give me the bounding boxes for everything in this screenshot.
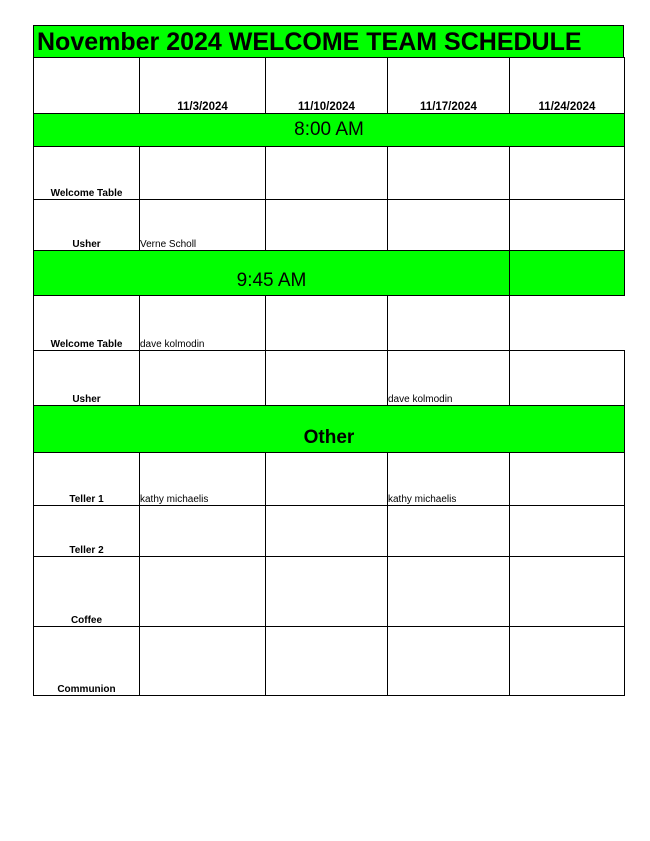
role-label: Usher xyxy=(34,200,140,251)
schedule-cell[interactable]: Verne Scholl xyxy=(140,200,266,251)
schedule-cell[interactable] xyxy=(266,453,388,506)
schedule-cell[interactable] xyxy=(510,627,625,696)
schedule-cell[interactable] xyxy=(266,296,388,351)
table-row xyxy=(34,147,625,200)
role-label: Coffee xyxy=(34,557,140,627)
schedule-cell[interactable] xyxy=(510,200,625,251)
schedule-cell[interactable] xyxy=(388,557,510,627)
table-row xyxy=(34,557,625,627)
section-header-other xyxy=(34,406,625,453)
schedule-cell[interactable] xyxy=(388,296,510,351)
schedule-table xyxy=(33,57,625,696)
table-row xyxy=(34,506,625,557)
table-row xyxy=(34,627,625,696)
schedule-cell[interactable] xyxy=(140,351,266,406)
section-label-other: Other xyxy=(34,406,625,453)
date-header-row xyxy=(34,58,625,114)
role-label: Usher xyxy=(34,351,140,406)
schedule-cell[interactable] xyxy=(266,506,388,557)
schedule-sheet xyxy=(33,25,624,696)
schedule-cell[interactable]: kathy michaelis xyxy=(140,453,266,506)
schedule-cell[interactable]: kathy michaelis xyxy=(388,453,510,506)
table-row xyxy=(34,453,625,506)
schedule-cell[interactable] xyxy=(266,557,388,627)
schedule-cell[interactable] xyxy=(510,296,625,351)
table-row xyxy=(34,351,625,406)
role-label: Welcome Table xyxy=(34,147,140,200)
schedule-cell[interactable] xyxy=(510,147,625,200)
section-header-945 xyxy=(34,251,625,296)
section-label-945: 9:45 AM xyxy=(34,251,510,296)
schedule-cell[interactable] xyxy=(266,147,388,200)
role-label: Communion xyxy=(34,627,140,696)
schedule-cell[interactable] xyxy=(510,453,625,506)
section-spacer-cell xyxy=(510,251,625,296)
date-header: 11/3/2024 xyxy=(140,58,266,114)
schedule-cell[interactable] xyxy=(388,506,510,557)
schedule-cell[interactable] xyxy=(388,147,510,200)
schedule-cell[interactable]: dave kolmodin xyxy=(140,296,266,351)
schedule-cell[interactable] xyxy=(388,627,510,696)
schedule-cell[interactable] xyxy=(266,351,388,406)
schedule-cell[interactable] xyxy=(140,557,266,627)
table-row xyxy=(34,296,625,351)
schedule-cell[interactable] xyxy=(140,506,266,557)
schedule-cell[interactable] xyxy=(510,506,625,557)
schedule-cell[interactable] xyxy=(140,627,266,696)
schedule-cell[interactable]: dave kolmodin xyxy=(388,351,510,406)
header-corner-cell xyxy=(34,58,140,114)
date-header: 11/17/2024 xyxy=(388,58,510,114)
role-label: Teller 2 xyxy=(34,506,140,557)
date-header: 11/10/2024 xyxy=(266,58,388,114)
schedule-cell[interactable] xyxy=(140,147,266,200)
schedule-cell[interactable] xyxy=(388,200,510,251)
schedule-cell[interactable] xyxy=(510,351,625,406)
schedule-cell[interactable] xyxy=(266,200,388,251)
schedule-title: November 2024 WELCOME TEAM SCHEDULE xyxy=(33,25,624,57)
role-label: Welcome Table xyxy=(34,296,140,351)
date-header: 11/24/2024 xyxy=(510,58,625,114)
section-label-800: 8:00 AM xyxy=(34,114,625,147)
schedule-cell[interactable] xyxy=(510,557,625,627)
schedule-cell[interactable] xyxy=(266,627,388,696)
role-label: Teller 1 xyxy=(34,453,140,506)
table-row xyxy=(34,200,625,251)
section-header-800 xyxy=(34,114,625,147)
